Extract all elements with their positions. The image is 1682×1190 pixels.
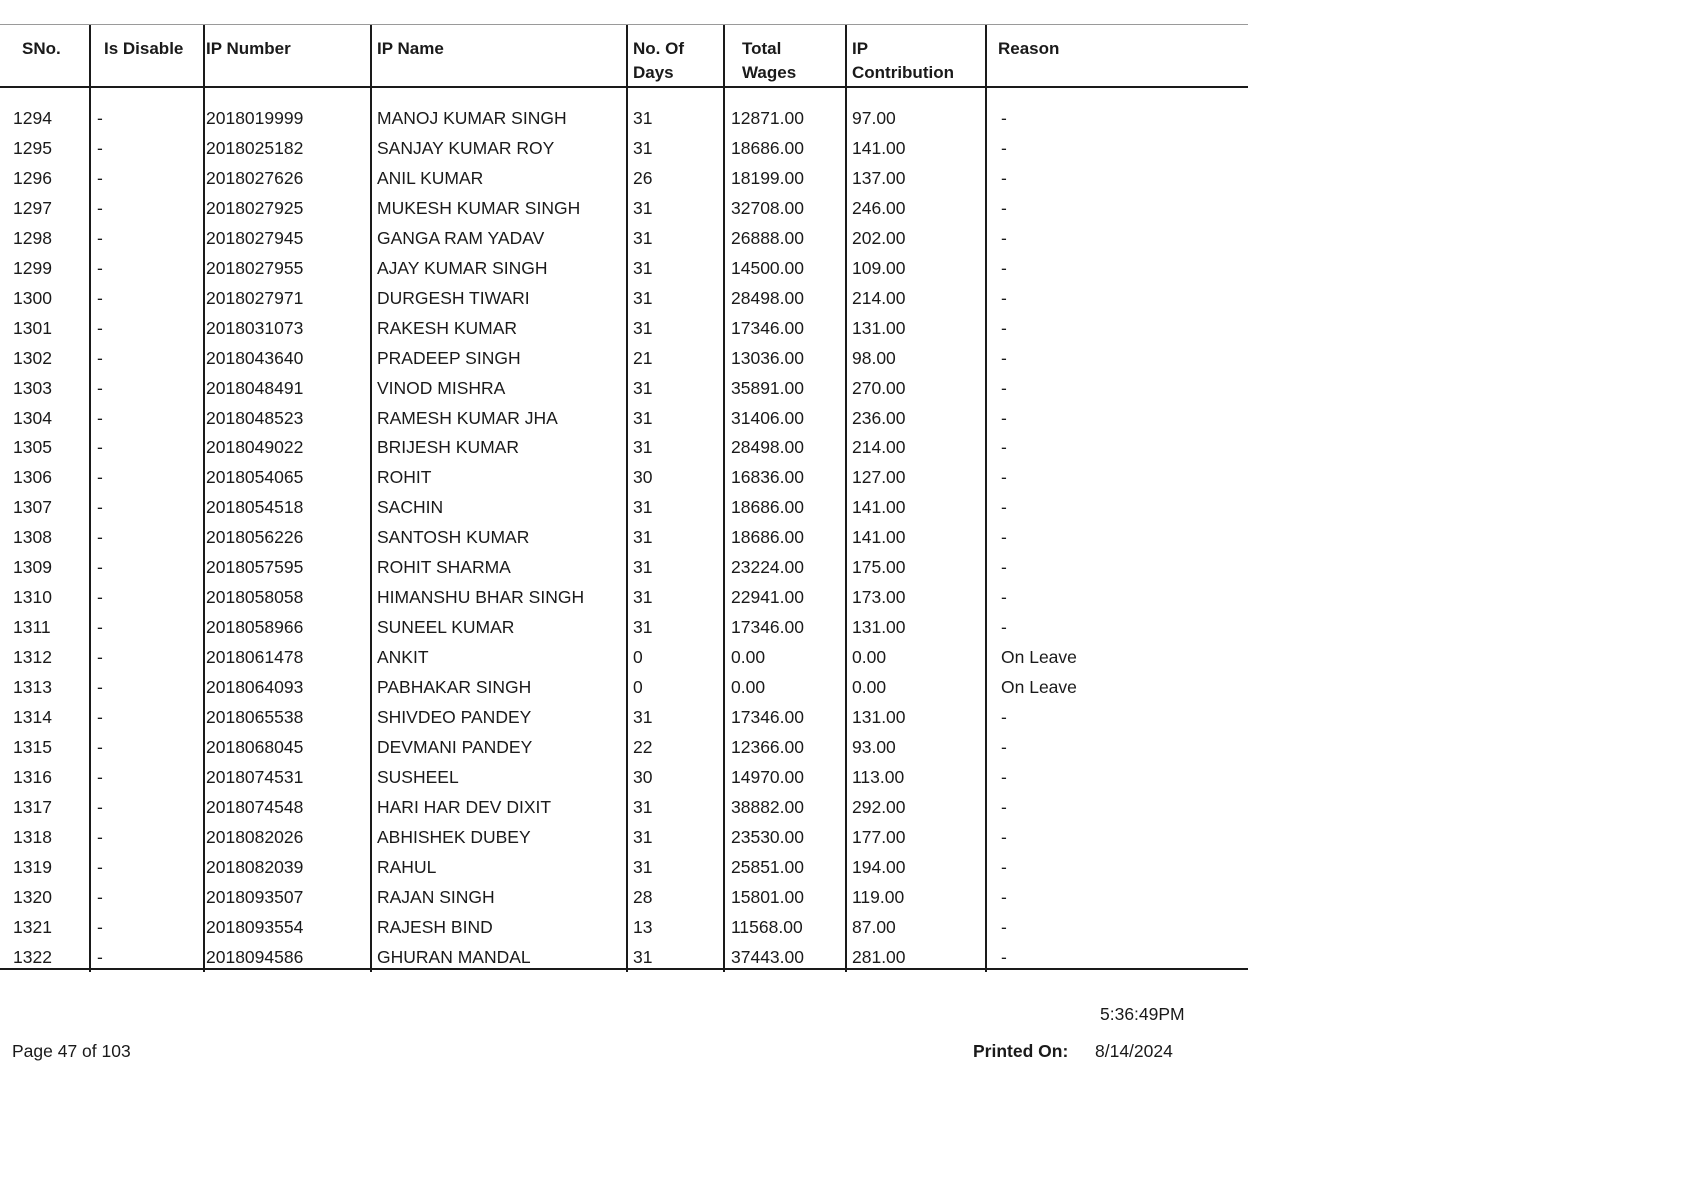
cell-total-wages: 14970.00	[731, 766, 804, 787]
table-top-border	[0, 24, 1248, 25]
cell-ip-name: RAHUL	[377, 856, 437, 877]
cell-total-wages: 38882.00	[731, 796, 804, 817]
header-total-wages-line2: Wages	[742, 63, 797, 82]
header-total-wages-line1: Total	[742, 39, 782, 58]
cell-sno: 1317	[13, 796, 52, 817]
cell-is-disable: -	[97, 407, 103, 428]
cell-reason: -	[1001, 167, 1007, 188]
cell-no-of-days: 31	[633, 227, 653, 248]
cell-no-of-days: 31	[633, 287, 653, 308]
cell-no-of-days: 31	[633, 437, 653, 458]
cell-ip-name: RAJAN SINGH	[377, 886, 495, 907]
cell-ip-name: DEVMANI PANDEY	[377, 736, 533, 757]
table-body	[0, 103, 1248, 967]
table-row	[0, 822, 1248, 852]
cell-ip-number: 2018058966	[206, 617, 304, 638]
cell-is-disable: -	[97, 946, 103, 967]
cell-reason: -	[1001, 317, 1007, 338]
cell-no-of-days: 31	[633, 108, 653, 128]
cell-reason: -	[1001, 407, 1007, 428]
cell-ip-contribution: 194.00	[852, 856, 906, 877]
cell-sno: 1299	[13, 257, 52, 278]
cell-ip-name: ABHISHEK DUBEY	[377, 826, 531, 847]
cell-is-disable: -	[97, 587, 103, 608]
cell-ip-contribution: 131.00	[852, 617, 906, 638]
cell-total-wages: 17346.00	[731, 707, 804, 727]
cell-ip-contribution: 127.00	[852, 467, 906, 488]
cell-total-wages: 22941.00	[731, 587, 804, 608]
cell-total-wages: 18199.00	[731, 167, 804, 188]
table-row	[0, 283, 1248, 313]
cell-sno: 1296	[13, 167, 52, 188]
cell-ip-contribution: 141.00	[852, 527, 906, 548]
table-row	[0, 432, 1248, 462]
cell-reason: -	[1001, 886, 1007, 907]
cell-ip-name: HARI HAR DEV DIXIT	[377, 796, 552, 817]
cell-ip-contribution: 270.00	[852, 377, 906, 398]
cell-ip-name: SACHIN	[377, 497, 444, 518]
cell-ip-contribution: 281.00	[852, 946, 906, 967]
cell-reason: -	[1001, 257, 1007, 278]
cell-is-disable: -	[97, 287, 103, 308]
header-ip-contribution	[852, 37, 954, 85]
cell-ip-name: ROHIT	[377, 467, 432, 488]
cell-ip-contribution: 93.00	[852, 736, 896, 757]
cell-no-of-days: 31	[633, 137, 653, 158]
cell-ip-name: SHIVDEO PANDEY	[377, 707, 532, 727]
cell-sno: 1318	[13, 826, 52, 847]
cell-reason: -	[1001, 736, 1007, 757]
header-ip-contribution-line1: IP	[852, 39, 869, 58]
cell-reason: -	[1001, 916, 1007, 937]
header-reason: Reason	[998, 39, 1060, 58]
table-row	[0, 702, 1248, 732]
cell-is-disable: -	[97, 707, 103, 727]
header-no-of-days-line2: Days	[633, 63, 674, 82]
cell-ip-number: 2018027955	[206, 257, 304, 278]
cell-ip-number: 2018025182	[206, 137, 304, 158]
cell-reason: -	[1001, 197, 1007, 218]
cell-ip-name: MANOJ KUMAR SINGH	[377, 108, 567, 128]
cell-total-wages: 12366.00	[731, 736, 804, 757]
cell-is-disable: -	[97, 317, 103, 338]
cell-reason: -	[1001, 137, 1007, 158]
cell-ip-name: ANIL KUMAR	[377, 167, 484, 188]
table-row	[0, 163, 1248, 193]
cell-is-disable: -	[97, 257, 103, 278]
cell-reason: -	[1001, 347, 1007, 368]
cell-sno: 1315	[13, 736, 52, 757]
cell-ip-contribution: 175.00	[852, 557, 906, 578]
cell-ip-contribution: 177.00	[852, 826, 906, 847]
cell-is-disable: -	[97, 677, 103, 698]
cell-ip-number: 2018019999	[206, 108, 304, 128]
header-sno: SNo.	[22, 39, 61, 58]
cell-no-of-days: 31	[633, 707, 653, 727]
cell-total-wages: 18686.00	[731, 137, 804, 158]
cell-sno: 1312	[13, 647, 52, 668]
cell-no-of-days: 31	[633, 377, 653, 398]
cell-reason: -	[1001, 497, 1007, 518]
cell-is-disable: -	[97, 796, 103, 817]
cell-ip-number: 2018054518	[206, 497, 304, 518]
cell-reason: -	[1001, 796, 1007, 817]
cell-ip-contribution: 113.00	[852, 766, 905, 787]
cell-total-wages: 15801.00	[731, 886, 804, 907]
cell-sno: 1304	[13, 407, 52, 428]
cell-ip-contribution: 141.00	[852, 137, 906, 158]
cell-no-of-days: 31	[633, 257, 653, 278]
cell-no-of-days: 31	[633, 617, 653, 638]
cell-total-wages: 0.00	[731, 677, 766, 698]
cell-is-disable: -	[97, 377, 103, 398]
cell-ip-number: 2018027945	[206, 227, 304, 248]
cell-ip-number: 2018027626	[206, 167, 304, 188]
cell-no-of-days: 31	[633, 197, 653, 218]
cell-reason: -	[1001, 826, 1007, 847]
cell-ip-number: 2018093507	[206, 886, 304, 907]
table-row	[0, 313, 1248, 343]
table-row	[0, 852, 1248, 882]
cell-no-of-days: 31	[633, 497, 653, 518]
cell-ip-number: 2018068045	[206, 736, 304, 757]
cell-sno: 1303	[13, 377, 52, 398]
cell-ip-name: SUNEEL KUMAR	[377, 617, 515, 638]
table-row	[0, 672, 1248, 702]
cell-sno: 1322	[13, 946, 52, 967]
table-row	[0, 642, 1248, 672]
cell-is-disable: -	[97, 108, 103, 128]
cell-no-of-days: 28	[633, 886, 653, 907]
cell-is-disable: -	[97, 167, 103, 188]
cell-sno: 1310	[13, 587, 52, 608]
cell-ip-name: ROHIT SHARMA	[377, 557, 511, 578]
cell-ip-number: 2018057595	[206, 557, 304, 578]
table-row	[0, 462, 1248, 492]
cell-sno: 1309	[13, 557, 52, 578]
cell-ip-contribution: 236.00	[852, 407, 906, 428]
cell-ip-contribution: 0.00	[852, 647, 887, 668]
cell-reason: -	[1001, 377, 1007, 398]
cell-reason: -	[1001, 946, 1007, 967]
cell-no-of-days: 0	[633, 647, 643, 668]
cell-no-of-days: 0	[633, 677, 643, 698]
cell-ip-name: GHURAN MANDAL	[377, 946, 531, 967]
cell-ip-name: BRIJESH KUMAR	[377, 437, 519, 458]
cell-sno: 1321	[13, 916, 52, 937]
cell-ip-number: 2018064093	[206, 677, 304, 698]
cell-is-disable: -	[97, 437, 103, 458]
cell-sno: 1316	[13, 766, 52, 787]
cell-sno: 1302	[13, 347, 52, 368]
cell-no-of-days: 31	[633, 557, 653, 578]
cell-ip-number: 2018048523	[206, 407, 304, 428]
table-row	[0, 522, 1248, 552]
table-row	[0, 343, 1248, 373]
cell-total-wages: 18686.00	[731, 527, 804, 548]
cell-ip-name: DURGESH TIWARI	[377, 287, 530, 308]
cell-total-wages: 14500.00	[731, 257, 804, 278]
cell-total-wages: 28498.00	[731, 287, 804, 308]
cell-ip-name: VINOD MISHRA	[377, 377, 506, 398]
header-total-wages	[742, 37, 796, 85]
cell-total-wages: 35891.00	[731, 377, 804, 398]
cell-reason: -	[1001, 287, 1007, 308]
cell-sno: 1320	[13, 886, 52, 907]
cell-no-of-days: 31	[633, 796, 653, 817]
cell-total-wages: 25851.00	[731, 856, 804, 877]
cell-total-wages: 11568.00	[731, 916, 803, 937]
cell-ip-number: 2018049022	[206, 437, 304, 458]
cell-ip-number: 2018043640	[206, 347, 304, 368]
cell-is-disable: -	[97, 916, 103, 937]
cell-ip-contribution: 246.00	[852, 197, 906, 218]
cell-ip-number: 2018074531	[206, 766, 304, 787]
printed-on-date: 8/14/2024	[1095, 1041, 1173, 1061]
cell-ip-name: AJAY KUMAR SINGH	[377, 257, 548, 278]
cell-no-of-days: 31	[633, 587, 653, 608]
cell-is-disable: -	[97, 617, 103, 638]
table-row	[0, 582, 1248, 612]
header-ip-name: IP Name	[377, 39, 444, 58]
table-row	[0, 732, 1248, 762]
cell-total-wages: 16836.00	[731, 467, 804, 488]
cell-ip-name: RAKESH KUMAR	[377, 317, 518, 338]
cell-ip-number: 2018048491	[206, 377, 304, 398]
cell-total-wages: 31406.00	[731, 407, 804, 428]
cell-no-of-days: 31	[633, 317, 653, 338]
cell-is-disable: -	[97, 557, 103, 578]
cell-ip-number: 2018082039	[206, 856, 304, 877]
table-row	[0, 103, 1248, 133]
cell-ip-number: 2018027925	[206, 197, 304, 218]
cell-sno: 1319	[13, 856, 52, 877]
cell-no-of-days: 31	[633, 856, 653, 877]
table-row	[0, 373, 1248, 403]
cell-ip-number: 2018031073	[206, 317, 304, 338]
cell-is-disable: -	[97, 227, 103, 248]
cell-ip-number: 2018027971	[206, 287, 304, 308]
cell-sno: 1301	[13, 317, 52, 338]
cell-sno: 1295	[13, 137, 52, 158]
cell-ip-contribution: 0.00	[852, 677, 887, 698]
cell-ip-name: RAJESH BIND	[377, 916, 493, 937]
cell-ip-number: 2018082026	[206, 826, 304, 847]
header-no-of-days	[633, 37, 684, 85]
cell-reason: -	[1001, 856, 1007, 877]
cell-is-disable: -	[97, 826, 103, 847]
cell-total-wages: 17346.00	[731, 317, 804, 338]
cell-total-wages: 32708.00	[731, 197, 804, 218]
table-row	[0, 133, 1248, 163]
cell-sno: 1308	[13, 527, 52, 548]
cell-ip-number: 2018058058	[206, 587, 304, 608]
cell-no-of-days: 31	[633, 527, 653, 548]
table-row	[0, 792, 1248, 822]
cell-ip-name: ANKIT	[377, 647, 429, 668]
table-row	[0, 253, 1248, 283]
cell-is-disable: -	[97, 856, 103, 877]
cell-ip-name: SANJAY KUMAR ROY	[377, 137, 555, 158]
cell-sno: 1306	[13, 467, 52, 488]
cell-total-wages: 12871.00	[731, 108, 804, 128]
cell-no-of-days: 30	[633, 766, 653, 787]
cell-ip-contribution: 214.00	[852, 437, 906, 458]
cell-ip-contribution: 131.00	[852, 317, 906, 338]
table-row	[0, 552, 1248, 582]
cell-total-wages: 18686.00	[731, 497, 804, 518]
printed-on-label: Printed On:	[973, 1041, 1069, 1061]
table-row	[0, 882, 1248, 912]
cell-is-disable: -	[97, 647, 103, 668]
cell-is-disable: -	[97, 467, 103, 488]
table-row	[0, 223, 1248, 253]
cell-ip-contribution: 202.00	[852, 227, 906, 248]
cell-no-of-days: 31	[633, 826, 653, 847]
cell-ip-number: 2018094586	[206, 946, 304, 967]
cell-reason: -	[1001, 587, 1007, 608]
cell-ip-name: GANGA RAM YADAV	[377, 227, 545, 248]
cell-no-of-days: 31	[633, 946, 653, 967]
cell-ip-contribution: 119.00	[852, 886, 905, 907]
cell-total-wages: 23224.00	[731, 557, 804, 578]
cell-total-wages: 23530.00	[731, 826, 804, 847]
cell-no-of-days: 22	[633, 736, 653, 757]
cell-sno: 1307	[13, 497, 52, 518]
cell-ip-contribution: 137.00	[852, 167, 906, 188]
table-row	[0, 612, 1248, 642]
cell-is-disable: -	[97, 197, 103, 218]
cell-no-of-days: 31	[633, 407, 653, 428]
cell-ip-name: SANTOSH KUMAR	[377, 527, 530, 548]
cell-reason: -	[1001, 437, 1007, 458]
cell-reason: -	[1001, 467, 1007, 488]
cell-sno: 1300	[13, 287, 52, 308]
cell-ip-contribution: 173.00	[852, 587, 906, 608]
cell-reason: On Leave	[1001, 647, 1077, 668]
table-row	[0, 912, 1248, 942]
cell-sno: 1305	[13, 437, 52, 458]
cell-ip-contribution: 97.00	[852, 108, 896, 128]
header-no-of-days-line1: No. Of	[633, 39, 684, 58]
header-is-disable: Is Disable	[104, 39, 184, 58]
cell-is-disable: -	[97, 347, 103, 368]
cell-total-wages: 0.00	[731, 647, 766, 668]
cell-ip-number: 2018061478	[206, 647, 304, 668]
cell-total-wages: 28498.00	[731, 437, 804, 458]
cell-reason: -	[1001, 617, 1007, 638]
cell-sno: 1314	[13, 707, 52, 727]
cell-no-of-days: 21	[633, 347, 653, 368]
cell-ip-name: HIMANSHU BHAR SINGH	[377, 587, 585, 608]
table-row	[0, 762, 1248, 792]
cell-sno: 1313	[13, 677, 52, 698]
cell-no-of-days: 26	[633, 167, 653, 188]
cell-is-disable: -	[97, 137, 103, 158]
cell-reason: -	[1001, 557, 1007, 578]
cell-no-of-days: 13	[633, 916, 653, 937]
header-ip-number: IP Number	[206, 39, 291, 58]
cell-reason: On Leave	[1001, 677, 1077, 698]
cell-total-wages: 26888.00	[731, 227, 804, 248]
cell-is-disable: -	[97, 886, 103, 907]
cell-sno: 1294	[13, 108, 52, 128]
cell-ip-number: 2018074548	[206, 796, 304, 817]
cell-ip-name: PABHAKAR SINGH	[377, 677, 532, 698]
page-indicator: Page 47 of 103	[12, 1041, 131, 1061]
cell-reason: -	[1001, 108, 1007, 128]
cell-total-wages: 17346.00	[731, 617, 804, 638]
cell-ip-name: PRADEEP SINGH	[377, 347, 521, 368]
cell-ip-contribution: 109.00	[852, 257, 906, 278]
cell-reason: -	[1001, 527, 1007, 548]
table-row	[0, 942, 1248, 972]
cell-ip-contribution: 131.00	[852, 707, 906, 727]
cell-total-wages: 13036.00	[731, 347, 804, 368]
cell-is-disable: -	[97, 736, 103, 757]
header-ip-contribution-line2: Contribution	[852, 63, 954, 82]
table-row	[0, 193, 1248, 223]
cell-reason: -	[1001, 766, 1007, 787]
cell-ip-contribution: 292.00	[852, 796, 906, 817]
cell-ip-contribution: 87.00	[852, 916, 896, 937]
printed-time: 5:36:49PM	[1100, 1004, 1185, 1024]
cell-ip-number: 2018054065	[206, 467, 304, 488]
cell-reason: -	[1001, 227, 1007, 248]
cell-ip-number: 2018093554	[206, 916, 304, 937]
cell-ip-name: SUSHEEL	[377, 766, 459, 787]
table-row	[0, 492, 1248, 522]
cell-total-wages: 37443.00	[731, 946, 804, 967]
cell-is-disable: -	[97, 527, 103, 548]
cell-ip-number: 2018065538	[206, 707, 304, 727]
cell-sno: 1311	[13, 617, 51, 638]
cell-ip-name: RAMESH KUMAR JHA	[377, 407, 558, 428]
cell-ip-name: MUKESH KUMAR SINGH	[377, 197, 581, 218]
cell-reason: -	[1001, 707, 1007, 727]
cell-no-of-days: 30	[633, 467, 653, 488]
cell-sno: 1297	[13, 197, 52, 218]
cell-ip-contribution: 214.00	[852, 287, 906, 308]
cell-ip-contribution: 98.00	[852, 347, 896, 368]
header-bottom-border	[0, 86, 1248, 88]
cell-sno: 1298	[13, 227, 52, 248]
cell-ip-number: 2018056226	[206, 527, 304, 548]
cell-is-disable: -	[97, 766, 103, 787]
cell-ip-contribution: 141.00	[852, 497, 906, 518]
cell-is-disable: -	[97, 497, 103, 518]
table-row	[0, 403, 1248, 433]
